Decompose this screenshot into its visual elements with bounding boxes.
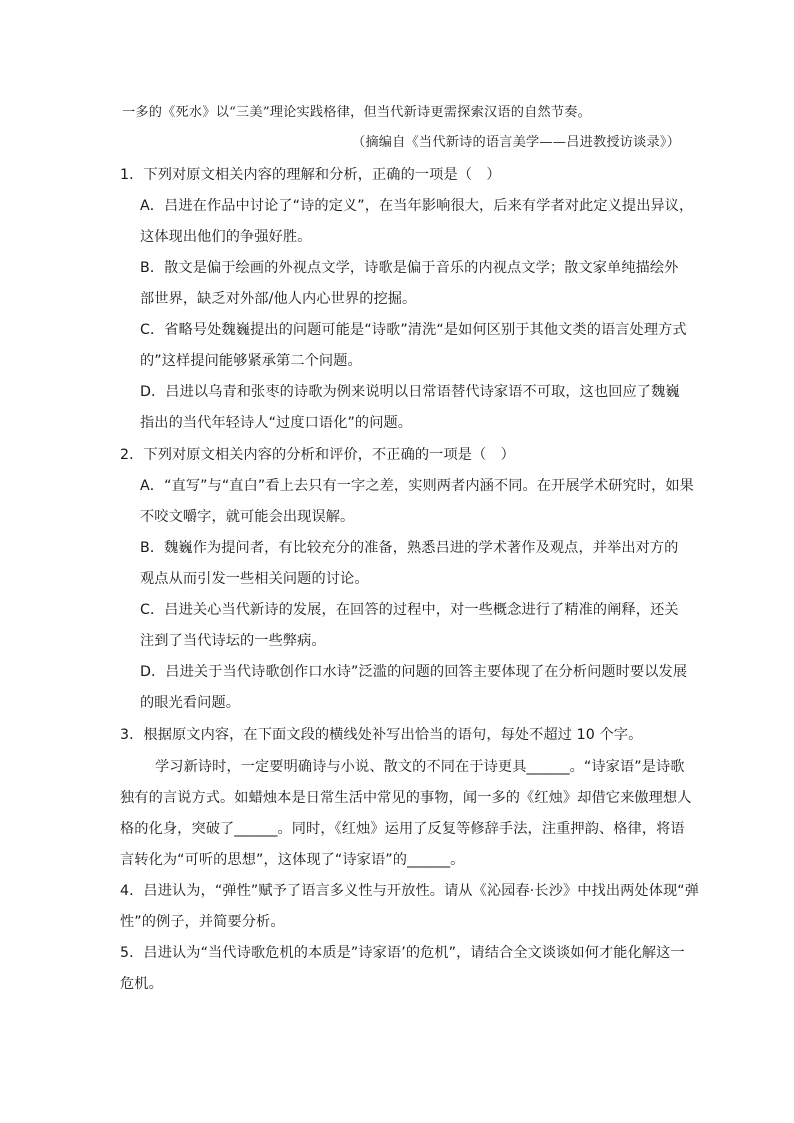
question-5-stem-cont: 危机。 — [120, 976, 163, 992]
q2-option-d: D．吕进关于当代诗歌创作口水诗”泛滥的问题的回答主要体现了在分析问题时要以发展 — [140, 664, 688, 680]
q2-option-a-cont: 不咬文嚼字，就可能会出现误解。 — [140, 509, 355, 525]
q2-option-b-cont: 观点从而引发一些相关问题的讨论。 — [140, 571, 369, 587]
question-4-stem: 4．吕进认为，“弹性”赋予了语言多义性与开放性。请从《沁园春·长沙》中找出两处体现“弹 — [120, 883, 700, 899]
question-4-stem-cont: 性”的例子，并简要分析。 — [120, 914, 285, 930]
q1-option-b-cont: 部世界，缺乏对外部/他人内心世界的挖掘。 — [140, 291, 417, 307]
q2-option-c: C．吕进关心当代新诗的发展，在回答的过程中，对一些概念进行了精准的阐释，还关 — [140, 602, 679, 618]
q3-paragraph-line-4: 言转化为“可听的思想”，这体现了“诗家语”的______。 — [120, 852, 465, 868]
q1-option-d-cont: 指出的当代年轻诗人“过度口语化”的问题。 — [140, 415, 413, 431]
q1-option-a-cont: 这体现出他们的争强好胜。 — [140, 229, 312, 245]
q2-option-d-cont: 的眼光看问题。 — [140, 695, 241, 711]
q3-paragraph-line-2: 独有的言说方式。如蜡烛本是日常生活中常见的事物，闻一多的《红烛》却借它来傲理想人 — [120, 790, 692, 806]
q3-paragraph-line-3: 格的化身，突破了______。同时，《红烛》运用了反复等修辞手法，注重押韵、格律，将语 — [120, 821, 685, 837]
question-2-stem: 2．下列对原文相关内容的分析和评价，不正确的一项是（ ） — [120, 447, 515, 463]
q1-option-c: C．省略号处魏巍提出的问题可能是“诗歌”清洗“是如何区别于其他文类的语言处理方式 — [140, 322, 687, 338]
q2-option-c-cont: 注到了当代诗坛的一些弊病。 — [140, 633, 326, 649]
source-citation: （摘编自《当代新诗的语言美学——吕进教授访谈录》） — [352, 135, 681, 150]
q2-option-b: B．魏巍作为提问者，有比较充分的准备，熟悉吕进的学术著作及观点，并举出对方的 — [140, 540, 679, 556]
q1-option-a: A．吕进在作品中讨论了“诗的定义”，在当年影响很大，后来有学者对此定义提出异议， — [140, 198, 694, 214]
q2-option-a: A．“直写”与“直白”看上去只有一字之差，实则两者内涵不同。在开展学术研究时，如果 — [140, 478, 694, 494]
q1-option-d: D．吕进以乌青和张枣的诗歌为例来说明以日常语替代诗家语不可取，这也回应了魏巍 — [140, 384, 680, 400]
passage-tail-line: 一多的《死水》以“三美”理论实践格律，但当代新诗更需探索汉语的自然节奏。 — [122, 105, 592, 120]
question-3-stem: 3．根据原文内容，在下面文段的横线处补写出恰当的语句，每处不超过 10 个字。 — [120, 727, 643, 743]
q3-paragraph-line-1: 学习新诗时，一定要明确诗与小说、散文的不同在于诗更具______。“诗家语”是诗歌 — [155, 759, 685, 775]
q1-option-b: B．散文是偏于绘画的外视点文学，诗歌是偏于音乐的内视点文学；散文家单纯描绘外 — [140, 260, 679, 276]
q1-option-c-cont: 的”这样提问能够紧承第二个问题。 — [140, 353, 362, 369]
question-5-stem: 5．吕进认为“当代诗歌危机的本质是”诗家语’的危机”，请结合全文谈谈如何才能化解这一 — [120, 945, 685, 961]
question-1-stem: 1．下列对原文相关内容的理解和分析，正确的一项是（ ） — [120, 167, 501, 183]
